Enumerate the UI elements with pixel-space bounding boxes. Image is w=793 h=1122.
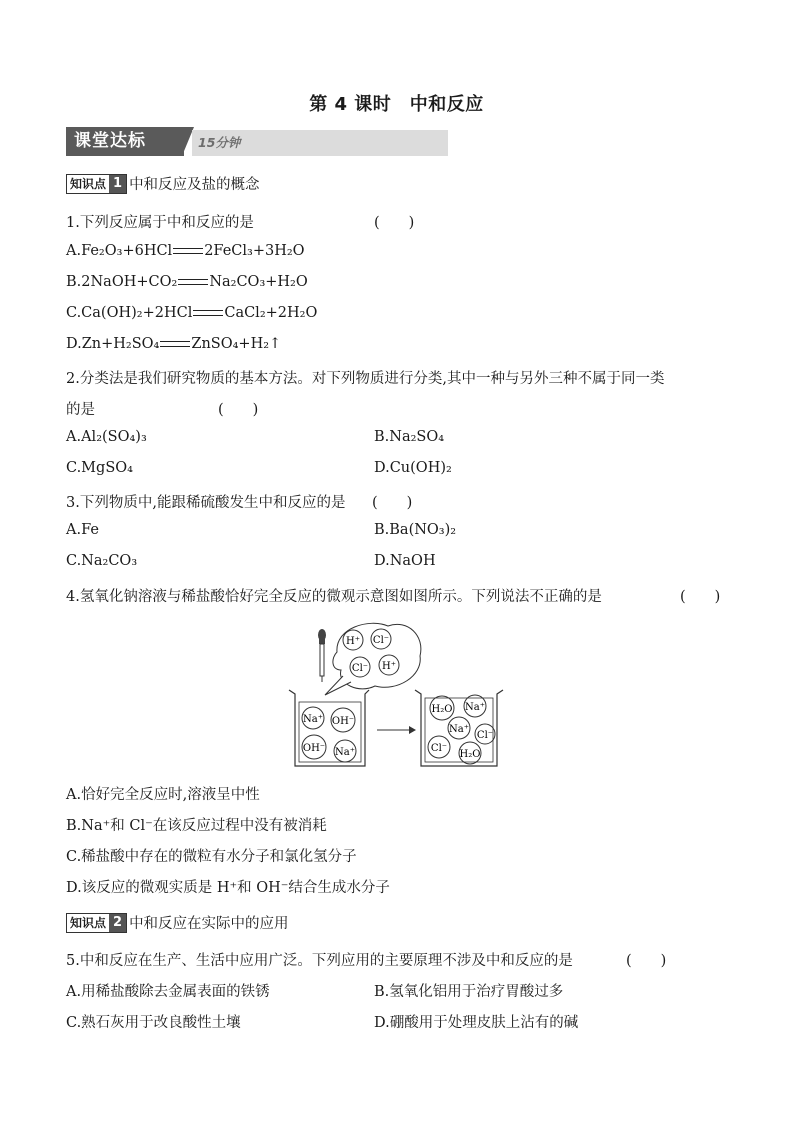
beaker-ion: Na⁺ xyxy=(303,714,323,725)
knowledge-point-text: 中和反应及盐的概念 xyxy=(129,177,260,193)
banner-label: 课堂达标 xyxy=(66,127,184,156)
equation-left: D.Zn+H₂SO₄ xyxy=(66,336,160,352)
equation-right: 2FeCl₃+3H₂O xyxy=(204,243,305,259)
equation-left: A.Fe₂O₃+6HCl xyxy=(66,243,173,259)
question-2-option-c: C.MgSO₄ xyxy=(66,460,133,476)
equals-sign xyxy=(173,248,203,254)
page-title: 第 4 课时 中和反应 xyxy=(309,94,484,115)
equation-right: CaCl₂+2H₂O xyxy=(224,305,318,321)
question-1-option-a xyxy=(66,243,305,259)
knowledge-point-tag: 知识点 xyxy=(67,914,109,932)
question-4-option-b: B.Na⁺和 Cl⁻在该反应过程中没有被消耗 xyxy=(66,818,327,834)
knowledge-point-number: 2 xyxy=(109,914,126,932)
question-2-answer-paren: ( ) xyxy=(218,402,259,418)
beaker-ion: OH⁻ xyxy=(302,743,326,754)
question-3-option-b: B.Ba(NO₃)₂ xyxy=(374,522,457,538)
dropper-icon xyxy=(318,629,326,682)
beaker-ion: Cl⁻ xyxy=(476,730,494,741)
equals-sign xyxy=(178,279,208,285)
question-4-option-d: D.该反应的微观实质是 H⁺和 OH⁻结合生成水分子 xyxy=(66,880,390,896)
question-5-option-c: C.熟石灰用于改良酸性土壤 xyxy=(66,1015,241,1031)
bubble-ion: Cl⁻ xyxy=(351,663,369,674)
question-3-option-d: D.NaOH xyxy=(374,553,436,569)
question-1-answer-paren: ( ) xyxy=(374,215,415,231)
question-1-option-b xyxy=(66,274,308,290)
beaker-ion: H₂O xyxy=(459,749,481,760)
question-4-option-c: C.稀盐酸中存在的微粒有水分子和氯化氢分子 xyxy=(66,849,357,865)
question-5-option-a: A.用稀盐酸除去金属表面的铁锈 xyxy=(66,984,270,1000)
beaker-ion: Na⁺ xyxy=(465,702,485,713)
reaction-arrow xyxy=(377,726,416,734)
bubble-ion: H⁺ xyxy=(382,661,396,672)
knowledge-point-badge xyxy=(66,174,127,194)
equals-sign xyxy=(160,341,190,347)
question-stem: 1.下列反应属于中和反应的是 xyxy=(66,215,254,231)
question-3-option-a: A.Fe xyxy=(66,522,99,538)
question-5-option-b: B.氢氧化铝用于治疗胃酸过多 xyxy=(374,984,564,1000)
beaker-before xyxy=(289,690,369,766)
equals-sign xyxy=(193,310,223,316)
beaker-ion: Na⁺ xyxy=(335,747,355,758)
question-2-option-d: D.Cu(OH)₂ xyxy=(374,460,452,476)
knowledge-point-badge xyxy=(66,913,127,933)
section-banner xyxy=(66,127,448,156)
knowledge-point-text: 中和反应在实际中的应用 xyxy=(129,916,289,932)
equation-right: ZnSO₄+H₂↑ xyxy=(191,336,282,352)
question-2-option-b: B.Na₂SO₄ xyxy=(374,429,445,445)
beaker-ion: OH⁻ xyxy=(331,716,355,727)
beaker-ion: Na⁺ xyxy=(449,724,469,735)
question-3-answer-paren: ( ) xyxy=(372,495,413,511)
question-1-option-c xyxy=(66,305,317,321)
knowledge-point-tag: 知识点 xyxy=(67,175,109,193)
question-3-stem: 3.下列物质中,能跟稀硫酸发生中和反应的是 xyxy=(66,495,346,511)
equation-left: C.Ca(OH)₂+2HCl xyxy=(66,305,193,321)
question-5-answer-paren: ( ) xyxy=(626,953,667,969)
knowledge-point-1 xyxy=(66,173,260,194)
equation-left: B.2NaOH+CO₂ xyxy=(66,274,178,290)
question-4-answer-paren: ( ) xyxy=(680,589,721,605)
question-1-stem xyxy=(66,211,254,232)
beaker-ion: H₂O xyxy=(431,704,453,715)
beaker-after xyxy=(415,690,503,766)
knowledge-point-2 xyxy=(66,912,289,933)
ion-bubble xyxy=(325,623,421,695)
bubble-ion: Cl⁻ xyxy=(372,635,390,646)
question-4-stem: 4.氢氧化钠溶液与稀盐酸恰好完全反应的微观示意图如图所示。下列说法不正确的是 xyxy=(66,589,602,605)
beaker-ion: Cl⁻ xyxy=(430,743,448,754)
bubble-ion: H⁺ xyxy=(346,636,360,647)
reaction-diagram xyxy=(285,620,510,772)
question-2-stem: 2.分类法是我们研究物质的基本方法。对下列物质进行分类,其中一种与另外三种不属于同一类 xyxy=(66,371,665,387)
question-4-option-a: A.恰好完全反应时,溶液呈中性 xyxy=(66,787,260,803)
equation-right: Na₂CO₃+H₂O xyxy=(209,274,308,290)
question-2-stem-cont: 的是 xyxy=(66,402,95,418)
question-5-option-d: D.硼酸用于处理皮肤上沾有的碱 xyxy=(374,1015,579,1031)
banner-minutes: 15分钟 xyxy=(198,135,241,150)
question-3-option-c: C.Na₂CO₃ xyxy=(66,553,138,569)
knowledge-point-number: 1 xyxy=(109,175,126,193)
question-2-option-a: A.Al₂(SO₄)₃ xyxy=(66,429,147,445)
question-1-option-d xyxy=(66,336,281,352)
question-5-stem: 5.中和反应在生产、生活中应用广泛。下列应用的主要原理不涉及中和反应的是 xyxy=(66,953,573,969)
